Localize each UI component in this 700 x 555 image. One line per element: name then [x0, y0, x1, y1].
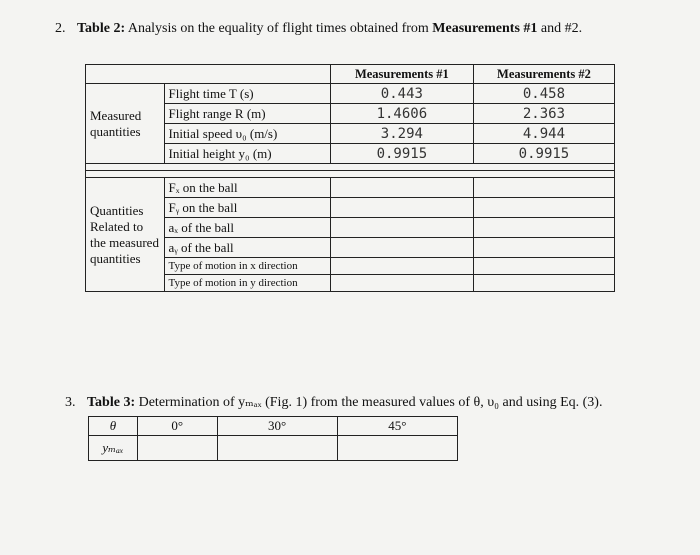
table2 [85, 64, 615, 292]
cell-m1: 0.9915 [330, 144, 473, 164]
table2-caption [55, 21, 582, 37]
cell-m2 [473, 238, 614, 258]
table2-caption-label: Table 2: [77, 21, 126, 36]
row-label: Type of motion in x direction [164, 258, 330, 275]
cell-m2: 4.944 [473, 124, 614, 144]
cell-m1 [330, 198, 473, 218]
table3 [88, 416, 458, 461]
cell-m1 [330, 178, 473, 198]
ymax-cell [138, 436, 218, 461]
group-measured-quantities: Measured quantities [86, 84, 165, 164]
cell-m2 [473, 218, 614, 238]
spacer-row [86, 164, 615, 171]
ymax-label: yₘₐₓ [89, 436, 138, 461]
spacer-row [86, 171, 615, 178]
row-label: aᵧ of the ball [164, 238, 330, 258]
table2-caption-measure: Measurements #1 [432, 21, 538, 36]
row-label: Type of motion in y direction [164, 275, 330, 292]
table3-number: 3. [65, 395, 76, 410]
ymax-cell [217, 436, 337, 461]
angle-cell: 45° [337, 417, 457, 436]
cell-m2: 2.363 [473, 104, 614, 124]
cell-m1 [330, 275, 473, 292]
table2-caption-text: Analysis on the equality of flight times obtained from [125, 21, 433, 36]
cell-m2 [473, 198, 614, 218]
cell-m2 [473, 258, 614, 275]
table3-caption-label: Table 3: [87, 395, 136, 410]
table3-caption-text: Determination of yₘₐₓ (Fig. 1) from the measured values of θ, υ₀ and using Eq. (3). [135, 395, 603, 410]
cell-m2 [473, 275, 614, 292]
row-label: Initial height y₀ (m) [164, 144, 330, 164]
ymax-cell [337, 436, 457, 461]
cell-m2 [473, 178, 614, 198]
angle-cell: 30° [217, 417, 337, 436]
col-measurements-2: Measurements #2 [473, 65, 614, 84]
row-label: Fₓ on the ball [164, 178, 330, 198]
table3-caption [65, 394, 602, 411]
cell-m2: 0.9915 [473, 144, 614, 164]
row-label: Fᵧ on the ball [164, 198, 330, 218]
table2-number: 2. [55, 21, 66, 36]
table2-caption-end: and #2. [537, 21, 583, 36]
col-measurements-1: Measurements #1 [330, 65, 473, 84]
cell-m1 [330, 258, 473, 275]
row-label: Flight range R (m) [164, 104, 330, 124]
group-related-quantities: Quantities Related to the measured quantities [86, 178, 165, 292]
cell-m2: 0.458 [473, 84, 614, 104]
row-label: aₓ of the ball [164, 218, 330, 238]
angle-cell: 0° [138, 417, 218, 436]
cell-m1 [330, 218, 473, 238]
row-label: Flight time T (s) [164, 84, 330, 104]
cell-m1: 3.294 [330, 124, 473, 144]
cell-m1: 0.443 [330, 84, 473, 104]
theta-label: θ [89, 417, 138, 436]
cell-m1 [330, 238, 473, 258]
row-label: Initial speed υ₀ (m/s) [164, 124, 330, 144]
cell-m1: 1.4606 [330, 104, 473, 124]
